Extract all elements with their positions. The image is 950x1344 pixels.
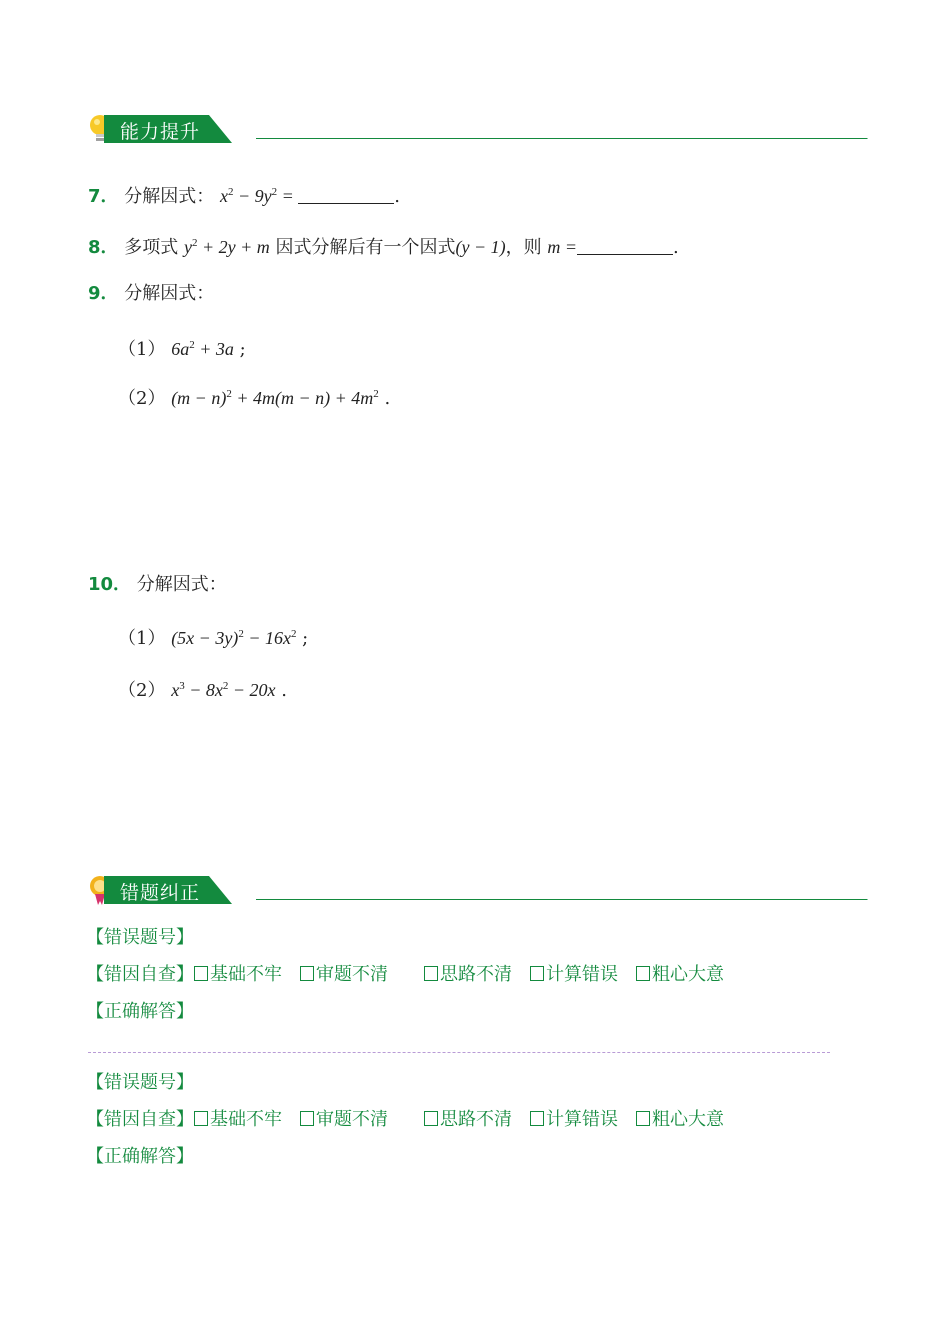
review-reason-row: 【错因自查】 基础不牢 审题不清 思路不清 计算错误 粗心大意 [86,1109,724,1130]
math-expression: $x^2 - 9y^2$ = [220,186,299,206]
question-number: 9． [88,283,119,304]
checkbox-option[interactable]: 计算错误 [530,1108,618,1132]
section-banner-correction [88,874,868,906]
question-number: 10． [88,574,132,595]
checkbox[interactable] [424,1111,438,1126]
question-number: 8． [88,237,119,258]
checkbox[interactable] [530,966,544,981]
checkbox[interactable] [300,1111,314,1126]
question-10-part-1: （1） $(5x - 3y)^2 - 16x^2$ ; [118,628,309,649]
question-9: 9． 分解因式： [88,283,215,304]
section-title-correction: 错题纠正 [120,882,201,904]
review-number-label: 【错误题号】 [86,1072,194,1093]
checkbox-option[interactable]: 思路不清 [424,1108,512,1132]
checkbox-option[interactable]: 粗心大意 [636,963,724,987]
checkbox-option[interactable]: 基础不牢 [194,963,282,987]
question-number: 7． [88,186,119,207]
question-8: 8． 多项式 $y^2 + 2y + m$ 因式分解后有一个因式(y − 1)，则 m = . [88,237,679,258]
review-answer-label: 【正确解答】 [86,1146,194,1167]
review-answer-label: 【正确解答】 [86,1001,194,1022]
checkbox-option[interactable]: 审题不清 [300,1108,388,1132]
question-10: 10． 分解因式： [88,574,227,595]
checkbox[interactable] [636,966,650,981]
checkbox[interactable] [424,966,438,981]
checkbox[interactable] [300,966,314,981]
review-reason-row: 【错因自查】 基础不牢 审题不清 思路不清 计算错误 粗心大意 [86,964,724,985]
answer-blank[interactable] [577,238,673,255]
question-9-part-1: （1） $6a^2 + 3a$ ; [118,339,246,360]
checkbox[interactable] [636,1111,650,1126]
review-number-label: 【错误题号】 [86,927,194,948]
section-title-ability: 能力提升 [120,121,201,143]
checkbox-option[interactable]: 基础不牢 [194,1108,282,1132]
question-text: 分解因式： [124,186,215,207]
question-7: 7． 分解因式： $x^2 - 9y^2$ = . [88,186,401,207]
checkbox[interactable] [194,1111,208,1126]
checkbox-option[interactable]: 粗心大意 [636,1108,724,1132]
dashed-divider [88,1052,830,1053]
section-rule [256,899,859,900]
checkbox-option[interactable]: 思路不清 [424,963,512,987]
checkbox[interactable] [530,1111,544,1126]
checkbox-option[interactable]: 计算错误 [530,963,618,987]
section-rule [256,138,859,139]
question-9-part-2: （2） $(m - n)^2 + 4m(m - n) + 4m^2$ . [118,388,391,409]
checkbox[interactable] [194,966,208,981]
answer-blank[interactable] [298,187,394,204]
checkbox-option[interactable]: 审题不清 [300,963,388,987]
question-10-part-2: （2） $x^3 - 8x^2 - 20x$ . [118,680,287,701]
section-banner-ability [88,113,868,145]
math-expression: $y^2 + 2y + m$ [184,237,270,257]
